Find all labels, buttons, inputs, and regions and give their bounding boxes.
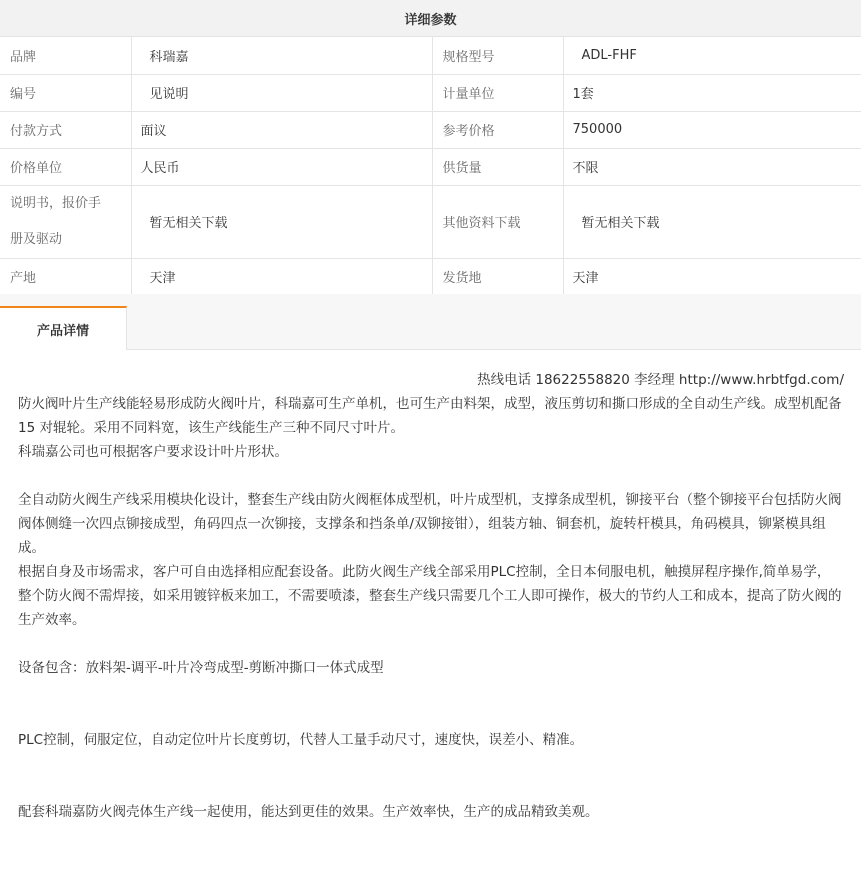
spec-label: 计量单位 xyxy=(432,74,563,111)
table-row xyxy=(0,37,861,74)
table-row xyxy=(0,185,861,258)
spec-value: 面议 xyxy=(131,111,432,148)
spec-label: 其他资料下载 xyxy=(432,185,563,258)
spec-table xyxy=(0,37,861,296)
detail-paragraph: 科瑞嘉公司也可根据客户要求设计叶片形状。 xyxy=(18,444,288,460)
detail-paragraph: 整个防火阀不需焊接，如采用镀锌板来加工，不需要喷漆，整套生产线只需要几个工人即可操作，极大的节约人工和成本，提高了防火阀的生产效率。 xyxy=(18,588,842,628)
download-link[interactable]: 暂无相关下载 xyxy=(563,185,861,258)
spec-label: 价格单位 xyxy=(0,148,131,185)
detail-paragraph: 设备包含：放料架-调平-叶片冷弯成型-剪断冲撕口一体式成型 xyxy=(18,660,384,676)
section-divider xyxy=(0,294,861,306)
detail-paragraph: 根据自身及市场需求，客户可自由选择相应配套设备。此防火阀生产线全部采用PLC控制，全日本伺服电机，触摸屏程序操作,简单易学， xyxy=(18,564,831,580)
spec-label-line: 说明书，报价手 xyxy=(10,195,102,211)
spec-label: 规格型号 xyxy=(432,37,563,74)
spec-value: 1套 xyxy=(563,74,861,111)
tab-product-detail[interactable]: 产品详情 xyxy=(0,306,127,350)
spec-value: ADL-FHF xyxy=(563,37,861,74)
spec-value: 750000 xyxy=(563,111,861,148)
spec-label: 付款方式 xyxy=(0,111,131,148)
spec-label: 产地 xyxy=(0,258,131,295)
spec-label: 品牌 xyxy=(0,37,131,74)
table-row xyxy=(0,111,861,148)
spec-label-line: 册及驱动 xyxy=(10,231,63,247)
spec-label: 发货地 xyxy=(432,258,563,295)
product-detail-content xyxy=(18,368,848,824)
spec-value: 天津 xyxy=(131,258,432,295)
detail-paragraph: 全自动防火阀生产线采用模块化设计，整套生产线由防火阀框体成型机，叶片成型机，支撑条成型机，铆接平台（整个铆接平台包括防火阀阀体侧缝一次四点铆接成型，角码四点一次铆接，支撑条和挡条单/双铆接钳），组装方轴、铜套机，旋转杆模具，角码模具，铆紧模具组成。 xyxy=(18,492,842,556)
spec-label: 编号 xyxy=(0,74,131,111)
spec-label: 供货量 xyxy=(432,148,563,185)
detail-paragraph: 防火阀叶片生产线能轻易形成防火阀叶片，科瑞嘉可生产单机，也可生产由料架，成型，液压剪切和撕口形成的全自动生产线。成型机配备15 对辊轮。采用不同料宽，该生产线能生产三种不同尺寸叶片。 xyxy=(18,396,842,436)
spec-value: 天津 xyxy=(563,258,861,295)
spec-title: 详细参数 xyxy=(0,0,861,37)
table-row xyxy=(0,148,861,185)
table-row xyxy=(0,74,861,111)
tab-bar xyxy=(0,306,861,350)
detail-paragraph: 配套科瑞嘉防火阀壳体生产线一起使用，能达到更佳的效果。生产效率快，生产的成品精致美观。 xyxy=(18,804,599,820)
download-link[interactable]: 暂无相关下载 xyxy=(131,185,432,258)
spec-value: 见说明 xyxy=(131,74,432,111)
spec-value: 不限 xyxy=(563,148,861,185)
spec-value: 科瑞嘉 xyxy=(131,37,432,74)
hotline-text: 热线电话 18622558820 李经理 http://www.hrbtfgd.com/ xyxy=(477,372,844,388)
detail-paragraph: PLC控制，伺服定位，自动定位叶片长度剪切，代替人工量手动尺寸，速度快，误差小、精准。 xyxy=(18,732,584,748)
spec-value: 人民币 xyxy=(131,148,432,185)
spec-label: 参考价格 xyxy=(432,111,563,148)
table-row xyxy=(0,258,861,295)
spec-label xyxy=(0,185,131,258)
